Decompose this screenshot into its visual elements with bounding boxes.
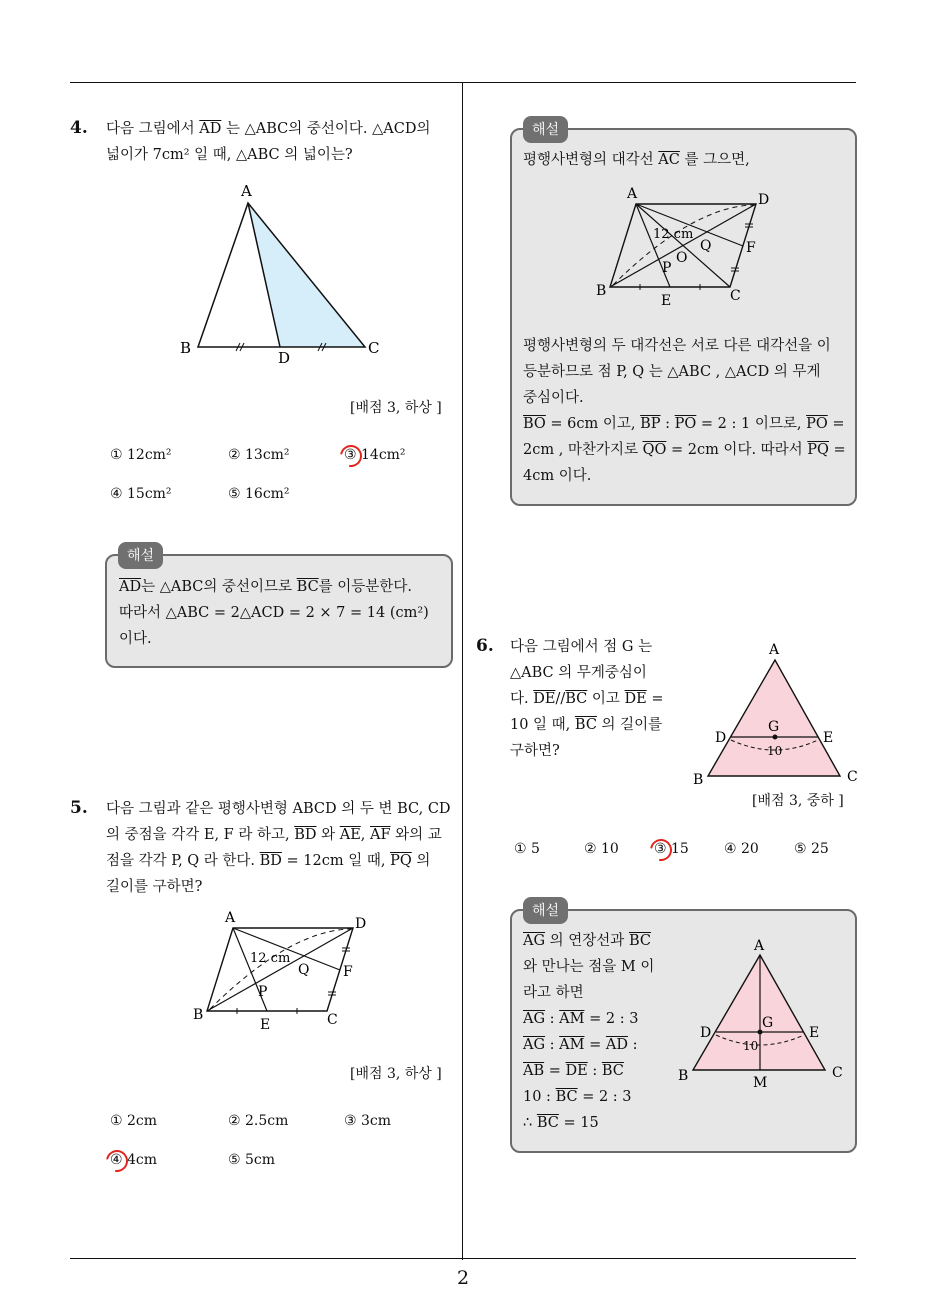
- question-4-score: [배점 3, 하상 ]: [350, 400, 442, 416]
- svg-text:A: A: [225, 910, 236, 926]
- svg-text:A: A: [754, 938, 765, 954]
- svg-text:B: B: [678, 1068, 689, 1084]
- q6-choice-5[interactable]: ⑤ 25: [794, 841, 829, 857]
- q4-choice-2[interactable]: ② 13cm²: [228, 447, 290, 463]
- label-C: C: [368, 339, 380, 357]
- svg-text:O: O: [676, 250, 688, 266]
- q4-choice-1[interactable]: ① 12cm²: [110, 447, 172, 463]
- svg-text:E: E: [661, 293, 672, 309]
- q6-solution-tag: 해설: [523, 897, 568, 924]
- label-D: D: [278, 349, 291, 367]
- q4-choice-5[interactable]: ⑤ 16cm²: [228, 486, 290, 502]
- svg-text:12 cm: 12 cm: [653, 227, 694, 242]
- q5-choice-4[interactable]: ④ 4cm: [110, 1152, 158, 1168]
- svg-text:D: D: [715, 730, 727, 746]
- svg-text:F: F: [343, 964, 353, 980]
- q5-solution-tag: 해설: [523, 116, 568, 143]
- svg-text:12 cm: 12 cm: [250, 951, 291, 966]
- svg-text:Q: Q: [298, 962, 310, 978]
- svg-text:B: B: [693, 772, 704, 788]
- svg-text:D: D: [758, 192, 770, 208]
- q4-solution-tag: 해설: [118, 542, 163, 569]
- svg-text:A: A: [627, 186, 638, 202]
- svg-text:D: D: [700, 1025, 712, 1041]
- label-A: A: [241, 182, 252, 200]
- svg-text:Q: Q: [700, 238, 712, 254]
- q4-solution-text: $\overline{AD}$는 △ABC의 중선이므로 $\overline{BC}$를 이등분한다. 따라서 △ABC = 2△ACD = 2 × 7 = 14 (cm²) 이다.: [119, 579, 429, 647]
- q6-choice-2[interactable]: ② 10: [584, 841, 619, 857]
- svg-text:B: B: [596, 283, 607, 299]
- q5-choice-5[interactable]: ⑤ 5cm: [228, 1152, 276, 1168]
- question-4-text: 다음 그림에서 $\overline{AD}$ 는 △ABC의 중선이다. △ACD의 넓이가 7cm² 일 때, △ABC 의 넓이는?: [106, 121, 431, 163]
- svg-text:B: B: [193, 1007, 204, 1023]
- svg-text:E: E: [260, 1017, 271, 1033]
- svg-text:E: E: [809, 1025, 820, 1041]
- svg-text:G: G: [768, 719, 780, 735]
- svg-text:C: C: [832, 1065, 843, 1081]
- svg-text:E: E: [823, 730, 834, 746]
- q5-choice-2[interactable]: ② 2.5cm: [228, 1113, 289, 1129]
- q5-choice-3[interactable]: ③ 3cm: [344, 1113, 392, 1129]
- svg-text:C: C: [847, 769, 858, 785]
- q4-choice-4[interactable]: ④ 15cm²: [110, 486, 172, 502]
- svg-text:10: 10: [743, 1039, 759, 1053]
- svg-text:F: F: [746, 240, 756, 256]
- svg-text:A: A: [769, 642, 780, 658]
- svg-text:C: C: [730, 288, 741, 304]
- question-6-text: 다음 그림에서 점 G 는 △ABC 의 무게중심이 다. $\overline{DE}//\overline{BC}$ 이고 $\overline{DE}$ = 10 일 때, $\overline{BC}$ 의 길이를 구하면?: [510, 639, 664, 759]
- question-4-number: 4.: [70, 118, 88, 138]
- svg-text:M: M: [753, 1075, 768, 1091]
- q5-solution-text: 평행사변형의 두 대각선은 서로 다른 대각선을 이 등분하므로 점 P, Q 는 △ABC , △ACD 의 무게 중심이다. $\overline{BO} = 6cm$ 이고, $\overline{BP}$ : $\overline{PO} = 2$ : 1 이므로, $\overline{PO}$ = 2cm , 마찬가지로 $\overline{QO} = 2cm$ 이다. 따라서 $\overline{PQ}$ = 4cm 이다.: [523, 338, 846, 484]
- svg-text:P: P: [662, 260, 672, 276]
- svg-text:10: 10: [767, 744, 783, 758]
- q6-solution-text: $\overline{AG}$ 의 연장선과 $\overline{BC}$ 와 만나는 점을 M 이 라고 하면 $\overline{AG}$ : $\overline{AM} = 2$ : 3 $\overline{AG}$ : $\overline{AM} = \overline{AD}$ : $\overline{AB} = \overline{DE}$ : $\overline{BC}$ 10 : $\overline{BC} = 2$ : 3 ∴ $\overline{BC} = 15$: [523, 933, 655, 1131]
- label-B: B: [180, 339, 192, 357]
- q4-choice-3[interactable]: ③ 14cm²: [344, 447, 406, 463]
- q5-solution-intro: 평행사변형의 대각선 $\overline{AC}$ 를 그으면,: [523, 152, 750, 168]
- question-6-score: [배점 3, 중하 ]: [752, 793, 844, 809]
- svg-text:P: P: [258, 984, 268, 1000]
- page-number: 2: [456, 1267, 470, 1289]
- question-5-number: 5.: [70, 798, 88, 818]
- question-6-number: 6.: [476, 636, 494, 656]
- q6-choice-1[interactable]: ① 5: [514, 841, 540, 857]
- svg-text:D: D: [355, 916, 367, 932]
- svg-text:C: C: [327, 1012, 338, 1028]
- question-5-score: [배점 3, 하상 ]: [350, 1066, 442, 1082]
- q6-choice-3[interactable]: ③ 15: [654, 841, 689, 857]
- question-5-text: 다음 그림과 같은 평행사변형 ABCD 의 두 변 BC, CD 의 중점을 각각 E, F 라 하고, $\overline{BD}$ 와 $\overline{AE}$, $\overline{AF}$ 와의 교 점을 각각 P, Q 라 한다. $\overline{BD} = 12cm$ 일 때, $\overline{PQ}$ 의 길이를 구하면?: [106, 801, 451, 895]
- q6-choice-4[interactable]: ④ 20: [724, 841, 759, 857]
- svg-text:G: G: [762, 1015, 774, 1031]
- q5-choice-1[interactable]: ① 2cm: [110, 1113, 158, 1129]
